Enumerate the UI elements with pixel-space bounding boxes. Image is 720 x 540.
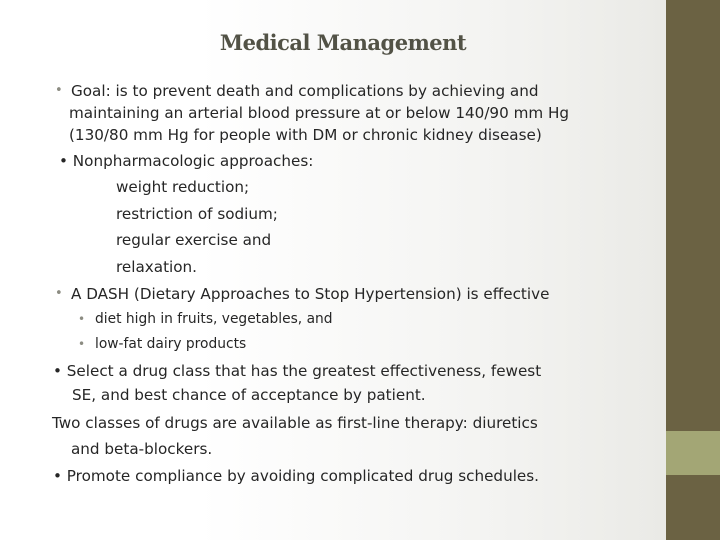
sidebar-band-accent [666,431,720,475]
nonpharm-item: restriction of sodium; [116,205,278,223]
dash-line: A DASH (Dietary Approaches to Stop Hypertension) is effective [71,285,550,303]
slide-title: Medical Management [219,30,467,55]
classes-line-2: and beta-blockers. [71,440,213,458]
bullet-icon: • [55,83,63,98]
goal-line-2: maintaining an arterial blood pressure at or below 140/90 mm Hg [69,104,570,122]
classes-line-1: Two classes of drugs are available as first-line therapy: diuretics [52,414,538,432]
compliance-line: • Promote compliance by avoiding complicated drug schedules. [53,467,539,485]
drug-line-1: • Select a drug class that has the greatest effectiveness, fewest [53,362,542,380]
nonpharm-item: weight reduction; [116,178,250,196]
goal-line-3: (130/80 mm Hg for people with DM or chronic kidney disease) [69,126,542,144]
dash-subitem: diet high in fruits, vegetables, and [95,311,333,327]
nonpharm-item: relaxation. [116,258,197,276]
goal-line-1: Goal: is to prevent death and complications by achieving and [71,82,539,100]
bullet-icon: • [78,337,86,351]
drug-line-2: SE, and best chance of acceptance by patient. [72,386,426,404]
bullet-icon: • [78,312,86,326]
sidebar-band-top [666,0,720,431]
bullet-icon: • [55,286,63,301]
sidebar-band-bottom [666,475,720,540]
nonpharm-heading: • Nonpharmacologic approaches: [59,152,314,170]
dash-subitem: low-fat dairy products [95,336,247,352]
nonpharm-item: regular exercise and [116,231,272,249]
